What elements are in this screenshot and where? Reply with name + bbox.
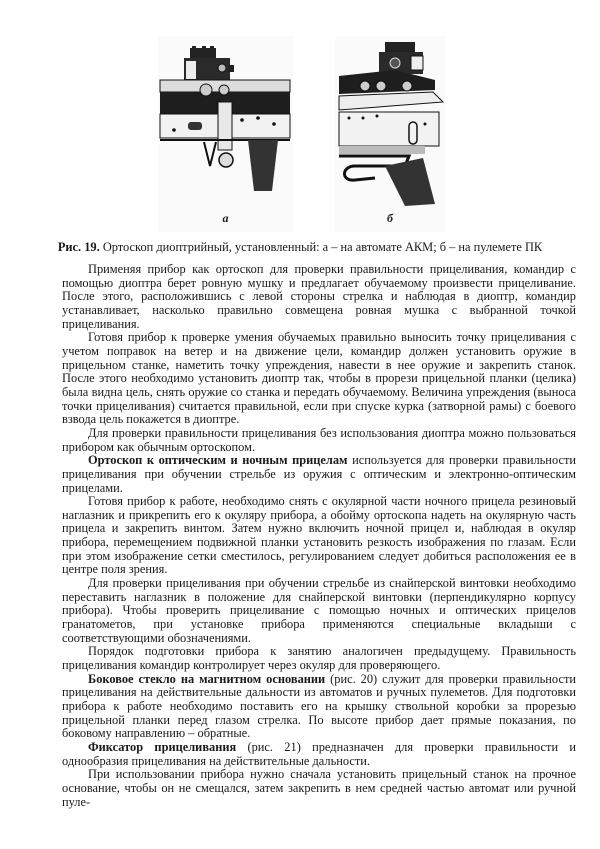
paragraph-text: Порядок подготовки прибора к занятию аналогичен предыдущему. Правильность прицеливания командир контролирует через окуляр для проверяющего. — [62, 644, 576, 673]
paragraph-text: Применяя прибор как ортоскоп для проверки правильности прицеливания, командир с помощью диоптра берет ровную мушку и предлагает обучаемому произвести прицеливание. После этого, расположившись с левой стороны стрелка и наблюдая в диоптр, командир устанавливает, насколько правильно совмещена ровная мушка с выбранной точкой прицеливания. — [62, 262, 576, 331]
caption-number: Рис. 19. — [57, 240, 100, 254]
pk-orthoscope-illustration — [335, 36, 445, 216]
figure-caption — [0, 240, 600, 255]
figure-19 — [150, 36, 480, 232]
paragraph — [62, 645, 576, 672]
paragraph-text: используется для проверки правильности прицеливания при обучении стрельбе из оружия с оптическим и электронно-оптическим прицелами. — [62, 453, 576, 495]
paragraph-term: Фиксатор прицеливания — [88, 739, 237, 754]
paragraph-term: Ортоскоп к оптическим и ночным прицелам — [88, 453, 348, 468]
figure-panel-b — [335, 36, 445, 232]
body-text — [62, 263, 576, 809]
paragraph-text: Для проверки правильности прицеливания без использования диоптра можно пользоваться прибором как обычным ортоскопом. — [62, 425, 576, 454]
paragraph-text: (рис. 20) служит для проверки правильности прицеливания на действительные дальности из автоматов и ручных пулеметов. Для подготовки прибора к работе необходимо поставить его на крышку ствольной коробки за прорезью прицельной планки перед глазом стрелка. По высоте прибор дает прямые показания, по боковому направлению – обратные. — [62, 671, 576, 741]
paragraph — [62, 577, 576, 645]
panel-label-a: а — [222, 211, 229, 225]
paragraph — [62, 495, 576, 577]
figure-panel-a — [158, 36, 293, 232]
paragraph-text: Готовя прибор к проверке умения обучаемых правильно выносить точку прицеливания с учетом поправок на ветер и на движение цели, командир должен установить оружие в прицельном станке, наметить точку упреждения, навести в нее оружие и закрепить станок. После этого необходимо установить диоптр так, чтобы в прорези прицельной планки (целика) была видна цель, снять оружие со станка и передать обучаемому. Величина упреждения (выноса точки прицеливания) считается правильной, если при спуске курка (затворной рамы) с боевого взвода цель покажется в диоптре. — [62, 330, 576, 427]
paragraph-text: (рис. 21) предназначен для проверки правильности и однообразия прицеливания на действительные дальности. — [62, 739, 576, 768]
paragraph — [62, 741, 576, 768]
paragraph-term: Боковое стекло на магнитном основании — [88, 671, 326, 686]
paragraph — [62, 427, 576, 454]
paragraph — [62, 673, 576, 741]
akm-orthoscope-illustration — [158, 36, 293, 206]
paragraph — [62, 331, 576, 427]
paragraph-text: Для проверки прицеливания при обучении стрельбе из снайперской винтовки необходимо переставить наглазник в положение для снайперской винтовки (перпендикулярно корпусу прибора). Чтобы проверить прицеливание с помощью ночных и оптических прицелов гранатометов, при установке прибора применяются специальные вкладыши с соответствующими обозначениями. — [62, 576, 576, 645]
paragraph — [62, 454, 576, 495]
paragraph — [62, 768, 576, 809]
panel-label-b: б — [387, 211, 393, 225]
paragraph — [62, 263, 576, 331]
caption-text: Ортоскоп диоптрийный, установленный: а – на автомате АКМ; б – на пулемете ПК — [99, 240, 543, 254]
paragraph-text: При использовании прибора нужно сначала установить прицельный станок на прочное основание, чтобы он не смещался, затем закрепить в нем средней частью автомат или ручной пуле- — [62, 767, 576, 809]
paragraph-text: Готовя прибор к работе, необходимо снять с окулярной части ночного прицела резиновый наглазник и прикрепить его к окуляру прибора, а обойму ортоскопа надеть на окулярную часть прицела и закрепить винтом. Затем нужно включить ночной прицел и, наблюдая в окуляр прибора, перемещением подвижной планки установить резкость изображения по глазам. Если при этом изображение сетки сместилось, регулированием следует добиться расположения ее в центре поля зрения. — [62, 494, 576, 577]
